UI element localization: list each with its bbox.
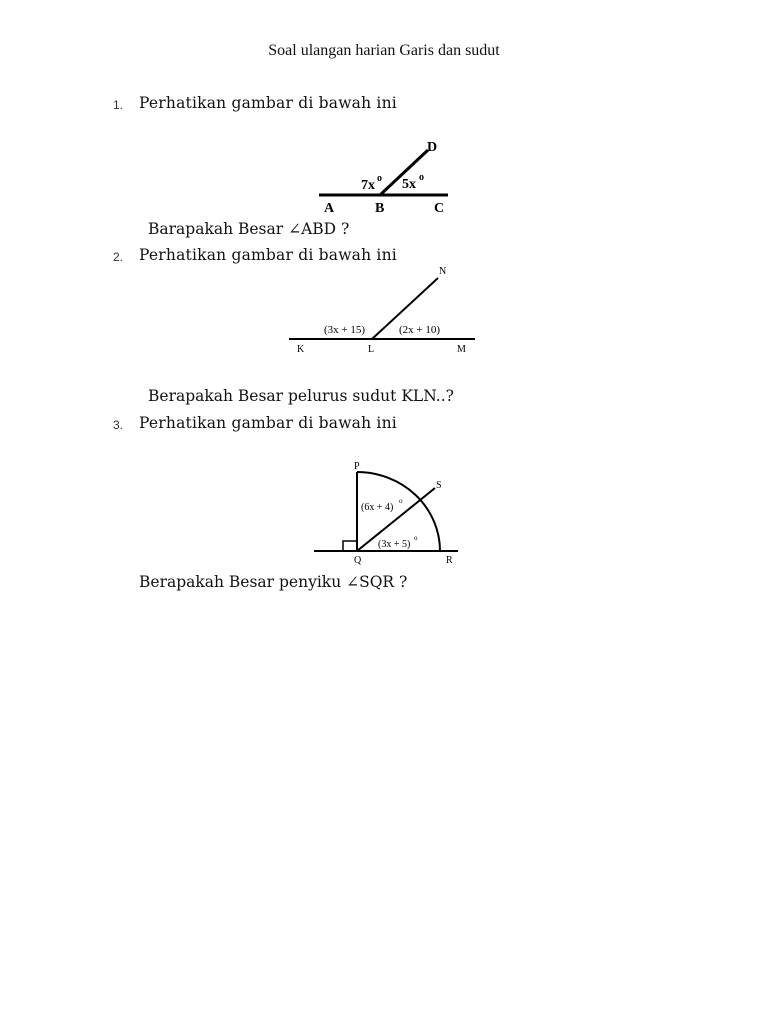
label-point-m: M [457, 344, 466, 355]
question-3-text: Berapakah Besar penyiku ∠SQR ? [139, 573, 408, 591]
page-title: Soal ulangan harian Garis dan sudut [268, 42, 500, 59]
question-2-number: 2. [113, 250, 124, 264]
degree-mark-right: o [419, 172, 424, 183]
label-point-k: K [297, 344, 305, 355]
label-point-c: C [434, 201, 445, 216]
degree-mark-lower: o [414, 534, 418, 542]
label-point-p: P [354, 461, 360, 472]
label-point-n: N [439, 266, 447, 277]
question-3-number: 3. [113, 418, 124, 432]
question-1-text: Barapakah Besar ∠ABD ? [148, 220, 350, 238]
question-2-prompt: Perhatikan gambar di bawah ini [139, 246, 397, 264]
question-1-prompt: Perhatikan gambar di bawah ini [139, 94, 397, 112]
degree-mark-left: o [377, 173, 382, 184]
label-point-l: L [368, 344, 375, 355]
label-point-a: A [324, 201, 335, 216]
label-angle-left: 7x [361, 178, 375, 193]
label-point-b: B [375, 201, 385, 216]
label-angle-right: (2x + 10) [399, 324, 441, 336]
label-point-r: R [446, 555, 453, 566]
degree-mark-upper: o [399, 497, 403, 505]
label-angle-right: 5x [402, 177, 416, 192]
label-angle-lower: (3x + 5) [378, 539, 411, 550]
right-angle-marker [343, 541, 357, 551]
label-angle-upper: (6x + 4) [361, 502, 394, 513]
label-point-q: Q [354, 555, 362, 566]
question-3-prompt: Perhatikan gambar di bawah ini [139, 414, 397, 432]
question-1-number: 1. [113, 98, 124, 112]
label-point-s: S [436, 480, 442, 491]
label-point-d: D [427, 140, 438, 155]
label-angle-left: (3x + 15) [324, 324, 366, 336]
question-2-text: Berapakah Besar pelurus sudut KLN..? [148, 387, 454, 405]
